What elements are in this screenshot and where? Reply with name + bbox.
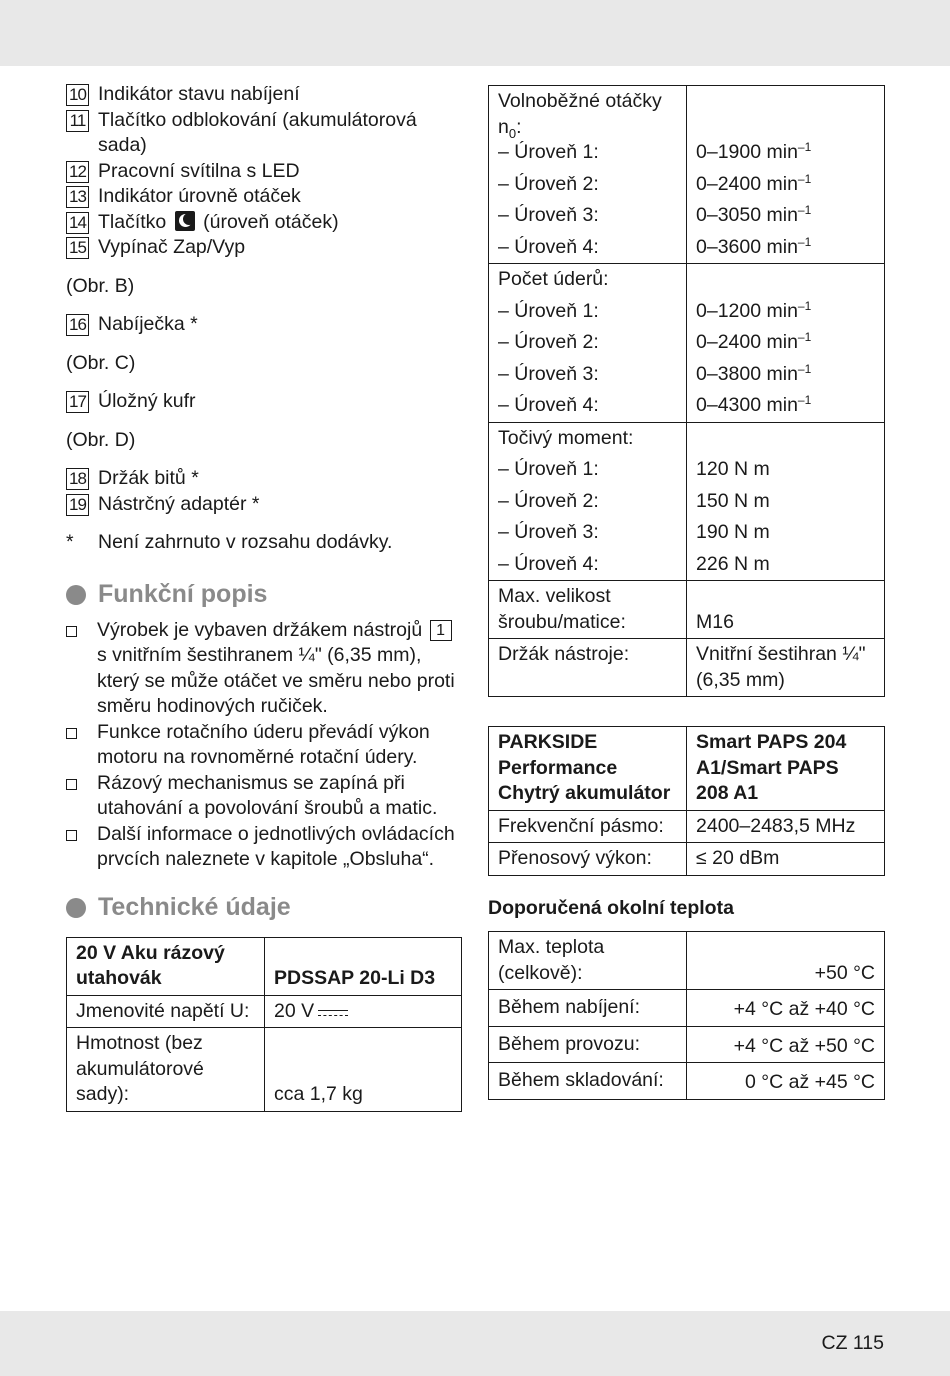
figure-reference: (Obr. B) — [66, 274, 135, 297]
torque-value: 190 N m — [696, 521, 770, 543]
table-header-cell: Smart PAPS 204 A1/Smart PAPS 208 A1 — [687, 727, 885, 811]
table-row — [489, 1063, 885, 1100]
table-cell-label: Během provozu: — [489, 1026, 687, 1063]
footnote-mark: * — [66, 531, 74, 553]
table-cell-label: Přenosový výkon: — [489, 843, 687, 876]
part-number: 15 — [66, 237, 89, 259]
part-label: Pracovní svítilna s LED — [98, 159, 300, 182]
table-row — [67, 937, 462, 995]
level-label: – Úroveň 3: — [498, 204, 599, 226]
section-title: Funkční popis — [98, 579, 268, 608]
speed-value: 0–2400 min — [696, 172, 798, 195]
level-label: – Úroveň 1: — [498, 299, 599, 322]
impact-value: 0–2400 min — [696, 331, 798, 353]
temperature-table — [488, 931, 885, 1100]
feature-text: Funkce rotačního úderu převádí výkon motoru na rovnoměrné rotační údery. — [97, 720, 430, 768]
part-label: Nabíječka * — [98, 313, 198, 335]
idle-speed-subscript: 0 — [508, 125, 517, 141]
part-label: Úložný kufr — [98, 390, 196, 412]
list-item — [66, 492, 462, 518]
section-bullet-icon — [66, 898, 86, 918]
impact-value: 0–4300 min — [696, 394, 798, 416]
part-label: Tlačítko odblokování (akumulátorová sada) — [98, 108, 417, 156]
part-number: 12 — [66, 161, 89, 183]
list-item — [66, 184, 462, 210]
page-number: CZ 115 — [821, 1332, 884, 1354]
part-number: 17 — [66, 391, 89, 413]
table-row — [489, 422, 885, 581]
list-item — [66, 235, 462, 261]
feature-item — [66, 822, 462, 873]
table-cell-label: Max. velikost šroubu/matice: — [489, 581, 687, 639]
level-label: – Úroveň 1: — [498, 141, 599, 163]
table-row — [67, 995, 462, 1028]
speed-mode-icon — [175, 211, 195, 231]
table-cell-label: Během nabíjení: — [489, 990, 687, 1027]
level-label: – Úroveň 1: — [498, 458, 599, 480]
list-item — [66, 210, 462, 236]
table-cell-value: +4 °C až +50 °C — [687, 1026, 885, 1063]
footnote-text: Není zahrnuto v rozsahu dodávky. — [98, 531, 393, 553]
part-label: Indikátor stavu nabíjení — [98, 83, 300, 105]
table-row — [489, 86, 885, 264]
part-number: 19 — [66, 494, 89, 516]
table-row — [489, 990, 885, 1027]
table-cell-label: Během skladování: — [489, 1063, 687, 1100]
part-number: 11 — [66, 110, 89, 132]
table-cell-label — [489, 422, 687, 581]
table-cell-value: 0 °C až +45 °C — [687, 1063, 885, 1100]
figure-reference: (Obr. D) — [66, 428, 136, 451]
part-number: 14 — [66, 212, 89, 234]
dc-symbol-icon — [318, 1007, 348, 1019]
temperature-heading: Doporučená okolní teplota — [488, 896, 734, 919]
part-reference: 1 — [430, 620, 452, 641]
table-cell-label: Max. teplota (celkově): — [489, 932, 687, 990]
table-cell-value: +4 °C až +40 °C — [687, 990, 885, 1027]
level-label: – Úroveň 4: — [498, 235, 599, 258]
idle-speed-title: Volnoběžné otáčky n — [498, 90, 662, 138]
table-header-cell: PDSSAP 20-Li D3 — [265, 937, 462, 995]
table-cell-label — [489, 86, 687, 264]
section-heading-technical — [66, 893, 462, 923]
right-column — [488, 85, 885, 1100]
feature-list — [66, 618, 462, 873]
torque-value: 226 N m — [696, 552, 770, 575]
table-cell-value: ≤ 20 dBm — [687, 843, 885, 876]
list-item — [66, 82, 462, 108]
feature-item — [66, 618, 462, 720]
battery-table — [488, 726, 885, 876]
unit-exponent: –1 — [797, 140, 812, 154]
section-title: Technické údaje — [98, 892, 291, 921]
footer-band — [0, 1311, 950, 1376]
list-item — [66, 108, 462, 159]
table-cell-value: 2400–2483,5 MHz — [687, 810, 885, 843]
checkbox-bullet-icon — [66, 830, 77, 841]
list-item — [66, 389, 462, 415]
torque-value: 120 N m — [696, 458, 770, 480]
unit-exponent: –1 — [797, 171, 812, 186]
level-label: – Úroveň 2: — [498, 489, 599, 512]
footnote — [66, 530, 462, 556]
part-label-suffix: (úroveň otáček) — [203, 210, 339, 233]
checkbox-bullet-icon — [66, 728, 77, 739]
feature-text: Další informace o jednotlivých ovládacích prvcích naleznete v kapitole „Obsluha“. — [97, 822, 455, 870]
part-number: 13 — [66, 186, 89, 208]
table-row — [489, 843, 885, 876]
checkbox-bullet-icon — [66, 779, 77, 790]
table-row — [489, 639, 885, 697]
table-cell-value — [687, 264, 885, 423]
table-cell-label: Frekvenční pásmo: — [489, 810, 687, 843]
header-band — [0, 0, 950, 66]
level-label: – Úroveň 4: — [498, 394, 599, 416]
table-row — [489, 932, 885, 990]
table-cell-value — [687, 86, 885, 264]
table-cell-value — [265, 995, 462, 1028]
feature-text: s vnitřním šestihranem ¼" (6,35 mm), který se může otáčet ve směru nebo proti směru hodinových ručiček. — [97, 644, 455, 717]
table-header-cell: 20 V Aku rázový utahovák — [67, 937, 265, 995]
feature-text: Výrobek je vybaven držákem nástrojů — [97, 618, 423, 641]
table-row — [489, 581, 885, 639]
section-bullet-icon — [66, 585, 86, 605]
part-label: Držák bitů * — [98, 467, 199, 489]
table-cell-label: Držák nástroje: — [489, 639, 687, 697]
speed-value: 0–1900 min — [696, 141, 798, 163]
level-label: – Úroveň 3: — [498, 362, 599, 385]
table-cell-label — [489, 264, 687, 423]
checkbox-bullet-icon — [66, 626, 77, 637]
table-cell-value: M16 — [687, 581, 885, 639]
impact-value: 0–3800 min — [696, 362, 798, 385]
table-cell-value: Vnitřní šestihran ¼" (6,35 mm) — [687, 639, 885, 697]
unit-exponent: –1 — [797, 393, 812, 407]
unit-exponent: –1 — [797, 361, 812, 376]
idle-speed-colon: : — [516, 115, 522, 138]
left-column — [66, 82, 462, 1112]
feature-item — [66, 720, 462, 771]
level-label: – Úroveň 4: — [498, 552, 599, 575]
section-heading-functional — [66, 580, 462, 610]
unit-exponent: –1 — [797, 234, 812, 249]
speed-value: 0–3600 min — [696, 235, 798, 258]
part-number: 16 — [66, 314, 89, 336]
table-cell-label: Jmenovité napětí U: — [67, 995, 265, 1028]
table-cell-value: cca 1,7 kg — [265, 1028, 462, 1112]
figure-reference: (Obr. C) — [66, 351, 136, 374]
impacts-title: Počet úderů: — [498, 268, 609, 290]
table-row — [489, 1026, 885, 1063]
part-label: Vypínač Zap/Vyp — [98, 236, 246, 258]
list-item — [66, 466, 462, 492]
unit-exponent: –1 — [797, 298, 812, 313]
unit-exponent: –1 — [797, 203, 812, 217]
parts-list — [66, 82, 462, 261]
feature-item — [66, 771, 462, 822]
table-row — [489, 810, 885, 843]
impact-value: 0–1200 min — [696, 299, 798, 322]
list-item — [66, 159, 462, 185]
level-label: – Úroveň 2: — [498, 172, 599, 195]
level-label: – Úroveň 2: — [498, 331, 599, 353]
table-cell-value — [687, 422, 885, 581]
part-label: Nástrčný adaptér * — [98, 492, 260, 515]
table-header-cell: PARKSIDE Performance Chytrý akumulátor — [489, 727, 687, 811]
table-cell-value: +50 °C — [687, 932, 885, 990]
tech-table — [66, 937, 462, 1112]
table-row — [489, 264, 885, 423]
table-row — [67, 1028, 462, 1112]
voltage-value: 20 V — [274, 999, 315, 1022]
speed-value: 0–3050 min — [696, 204, 798, 226]
torque-value: 150 N m — [696, 489, 770, 512]
torque-title: Točivý moment: — [498, 426, 634, 449]
list-item — [66, 312, 462, 338]
feature-text: Rázový mechanismus se zapíná při utahování a povolování šroubů a matic. — [97, 771, 438, 819]
part-number: 18 — [66, 468, 89, 490]
unit-exponent: –1 — [797, 330, 812, 344]
table-row — [489, 727, 885, 811]
level-label: – Úroveň 3: — [498, 521, 599, 543]
table-cell-label: Hmotnost (bez akumulátorové sady): — [67, 1028, 265, 1112]
part-label: Indikátor úrovně otáček — [98, 185, 301, 207]
part-label: Tlačítko — [98, 210, 167, 233]
spec-table — [488, 85, 885, 697]
part-number: 10 — [66, 84, 89, 106]
